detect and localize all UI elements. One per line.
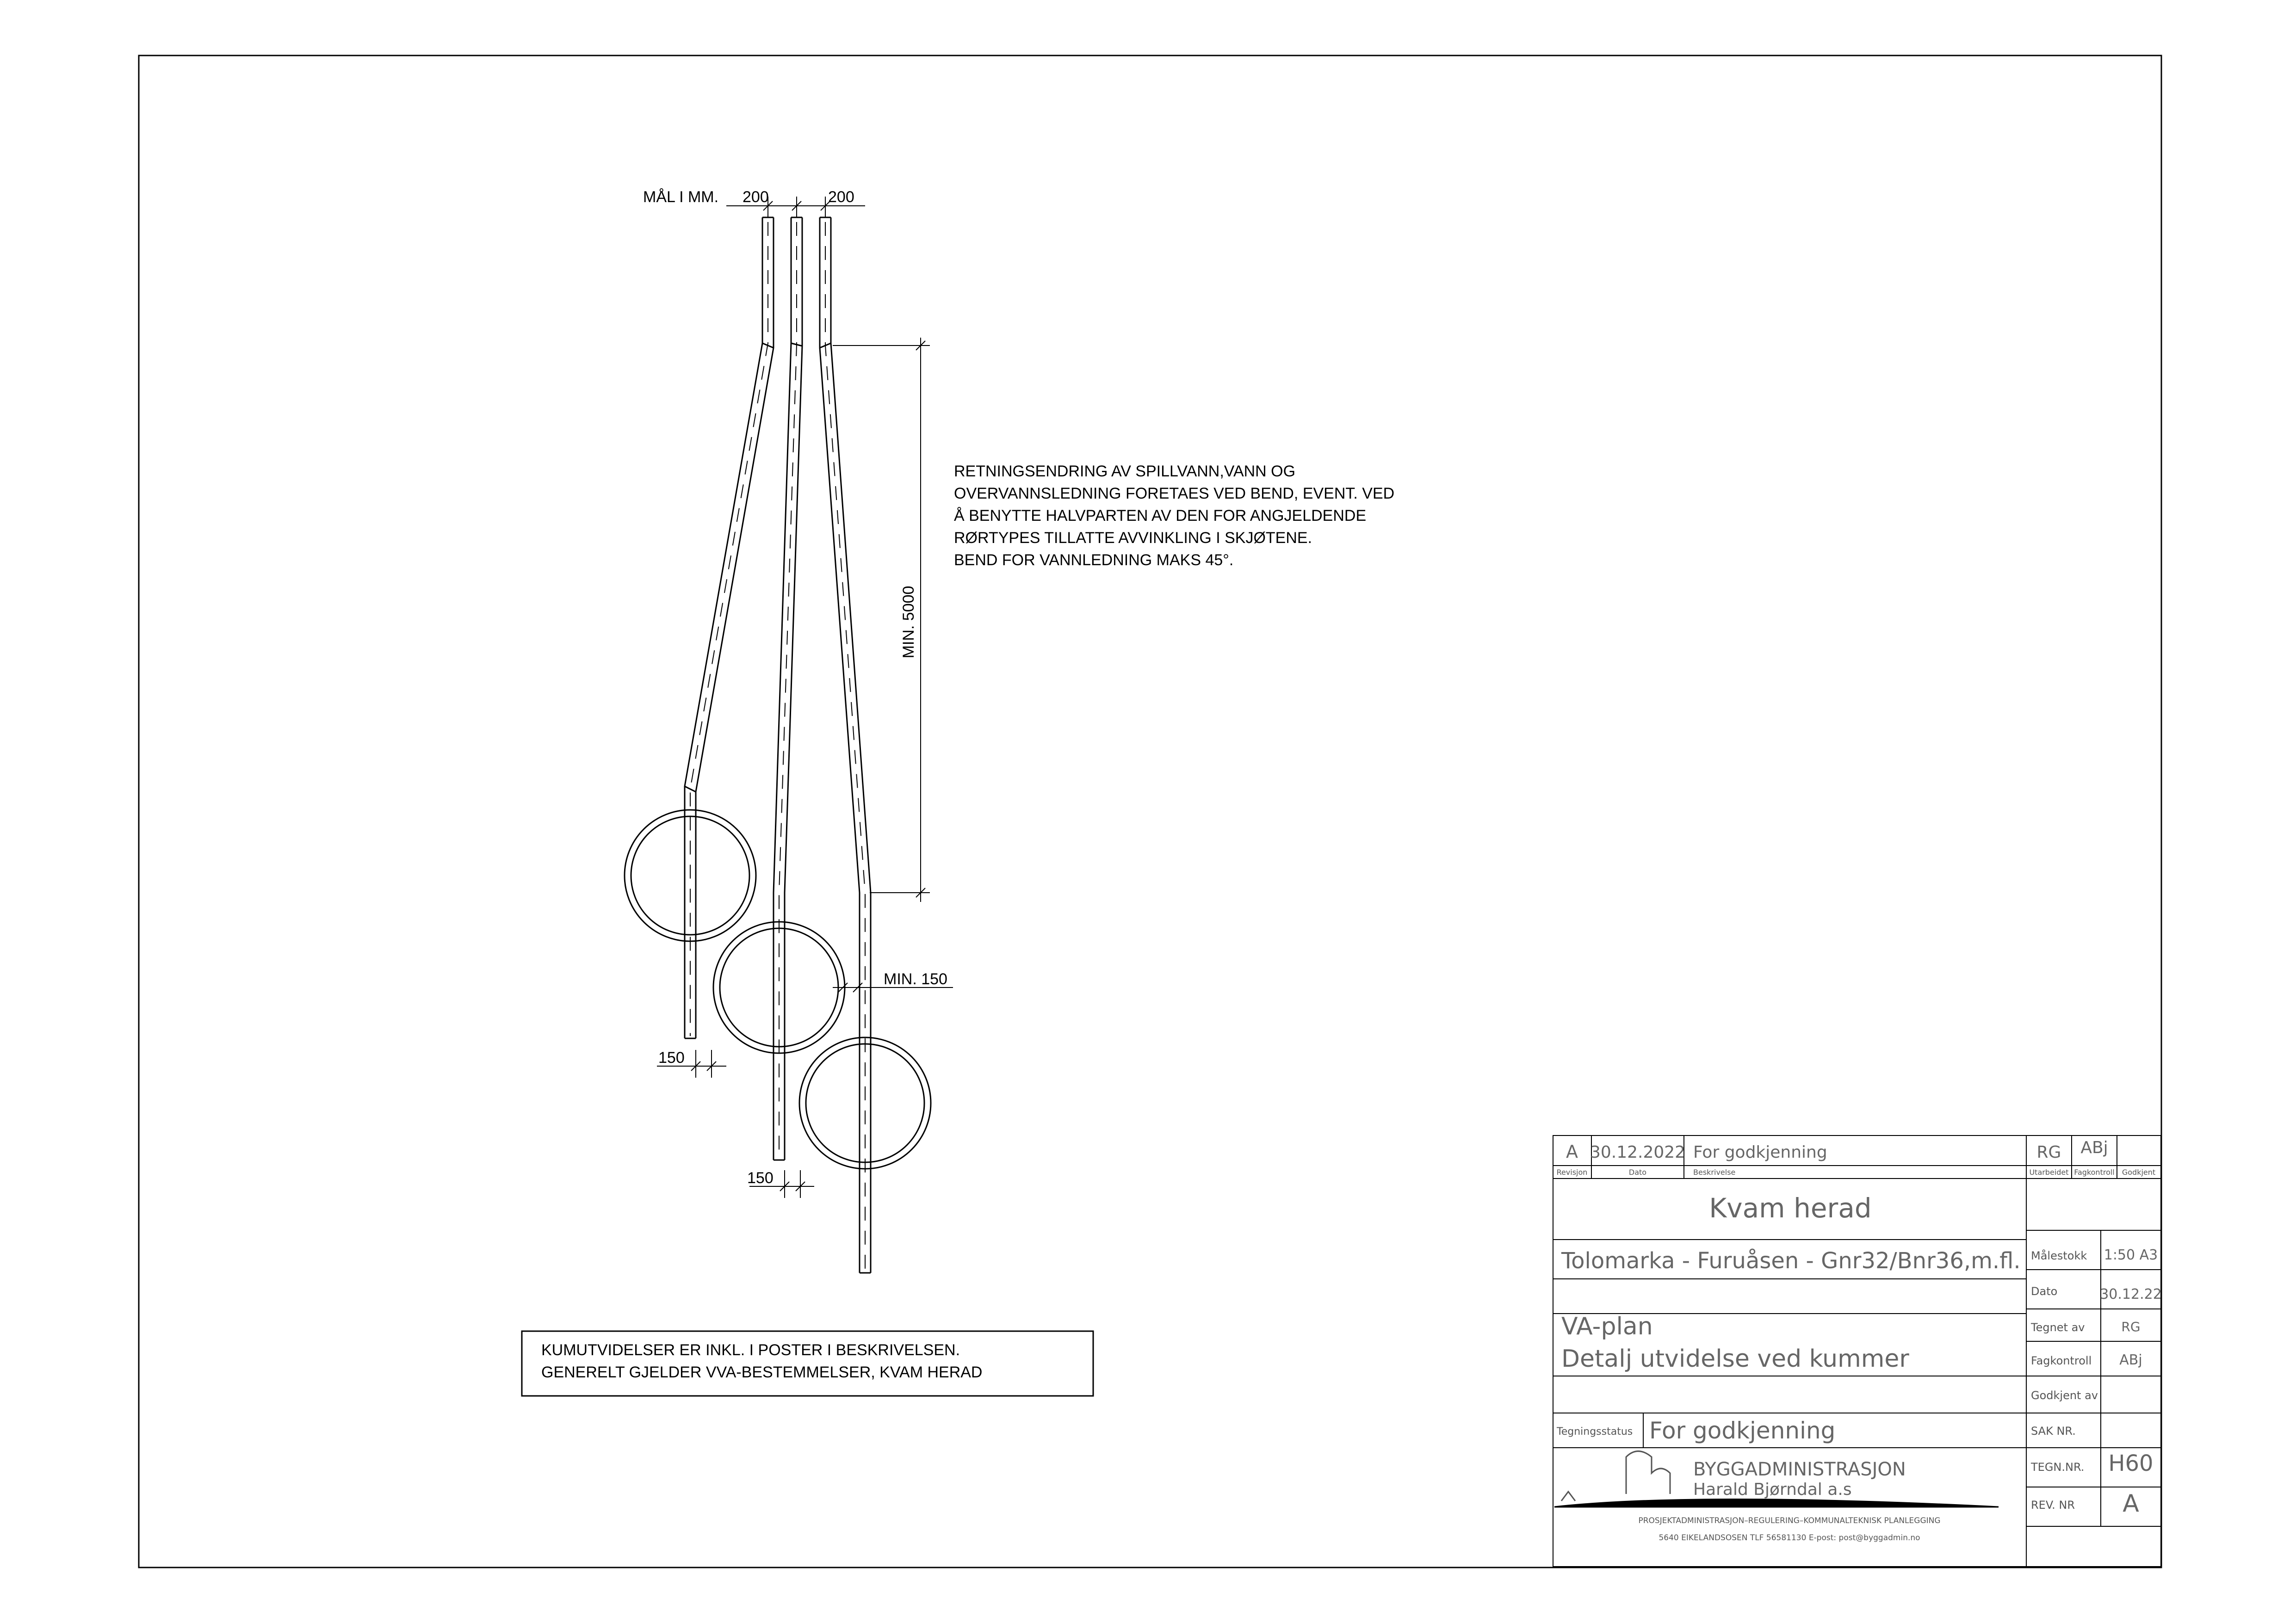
rev-description: For godkjenning — [1693, 1143, 1827, 1162]
dim-top-left: 200 — [743, 188, 769, 206]
units-note: MÅL I MM. — [643, 188, 719, 206]
label-text: Godkjent — [2122, 1168, 2156, 1177]
label-text: Tegnet av — [2031, 1321, 2085, 1334]
pipe-middle — [774, 217, 802, 1160]
label-text: Målestokk — [2031, 1249, 2087, 1262]
rev-checked: ABj — [2080, 1138, 2108, 1157]
label-text: Fagkontroll — [2031, 1354, 2092, 1367]
dim-min-spacing: MIN. 150 — [884, 970, 947, 988]
label-text: Fagkontroll — [2074, 1168, 2115, 1177]
label-text: ABj — [2119, 1352, 2142, 1368]
rev-date: 30.12.2022 — [1590, 1143, 1686, 1162]
label-text: TEGN.NR. — [2031, 1461, 2085, 1474]
company-name-2: Harald Bjørndal a.s — [1693, 1480, 1852, 1499]
pipe-left — [685, 217, 774, 1038]
label-text: Utarbeidet — [2029, 1168, 2069, 1177]
label-text: BEND FOR VANNLEDNING MAKS 45°. — [954, 551, 1234, 569]
rev-letter: A — [1566, 1142, 1578, 1162]
boxed-note — [522, 1331, 1093, 1396]
label-text: 1:50 A3 — [2104, 1247, 2158, 1263]
revision-number: A — [2123, 1490, 2139, 1518]
label-text: 30.12.22 — [2100, 1286, 2162, 1302]
project-name: Tolomarka - Furuåsen - Gnr32/Bnr36,m.fl. — [1561, 1248, 2021, 1274]
label-text: RØRTYPES TILLATTE AVVINKLING I SKJØTENE. — [954, 529, 1312, 547]
drawing-number: H60 — [2108, 1450, 2154, 1476]
label-text: RETNINGSENDRING AV SPILLVANN,VANN OG — [954, 463, 1296, 480]
label-text: KUMUTVIDELSER ER INKL. I POSTER I BESKRIVELSEN. — [541, 1341, 960, 1359]
drawing-type: VA-plan — [1561, 1313, 1653, 1340]
pipe-right — [820, 217, 871, 1273]
company-name: BYGGADMINISTRASJON — [1693, 1459, 1906, 1480]
dim-bottom-left: 150 — [658, 1049, 685, 1067]
drawing-title: Detalj utvidelse ved kummer — [1561, 1345, 1909, 1373]
label-text: REV. NR — [2031, 1499, 2075, 1512]
dim-bottom-mid: 150 — [747, 1169, 774, 1187]
dim-min-length: MIN. 5000 — [900, 586, 917, 659]
dim-top-right: 200 — [828, 188, 854, 206]
label-text: Dato — [1628, 1168, 1647, 1177]
label-text: SAK NR. — [2031, 1425, 2076, 1438]
label-text: Godkjent av — [2031, 1389, 2098, 1402]
label-text: RG — [2121, 1319, 2141, 1334]
bend-note — [954, 463, 1394, 569]
company-services: PROSJEKTADMINISTRASJON–REGULERING–KOMMUNALTEKNISK PLANLEGGING — [1638, 1516, 1941, 1525]
manhole-right — [799, 1037, 931, 1169]
label-text: GENERELT GJELDER VVA-BESTEMMELSER, KVAM HERAD — [541, 1364, 983, 1381]
label-text: Beskrivelse — [1693, 1168, 1736, 1177]
company-address: 5640 EIKELANDSOSEN TLF 56581130 E-post: post@byggadmin.no — [1659, 1533, 1920, 1543]
label-text: Dato — [2031, 1285, 2058, 1298]
label-text: Å BENYTTE HALVPARTEN AV DEN FOR ANGJELDENDE — [954, 507, 1367, 525]
manhole-middle — [713, 922, 845, 1053]
title-block — [1553, 1135, 2162, 1567]
rev-drawn: RG — [2036, 1143, 2061, 1162]
client-name: Kvam herad — [1709, 1192, 1872, 1224]
pipes — [625, 217, 931, 1273]
label-text: Revisjon — [1556, 1168, 1588, 1177]
label-text: OVERVANNSLEDNING FORETAES VED BEND, EVENT. VED — [954, 485, 1395, 502]
status-label: Tegningsstatus — [1557, 1426, 1633, 1438]
drawing-frame — [139, 56, 2161, 1567]
status-value: For godkjenning — [1649, 1417, 1836, 1444]
